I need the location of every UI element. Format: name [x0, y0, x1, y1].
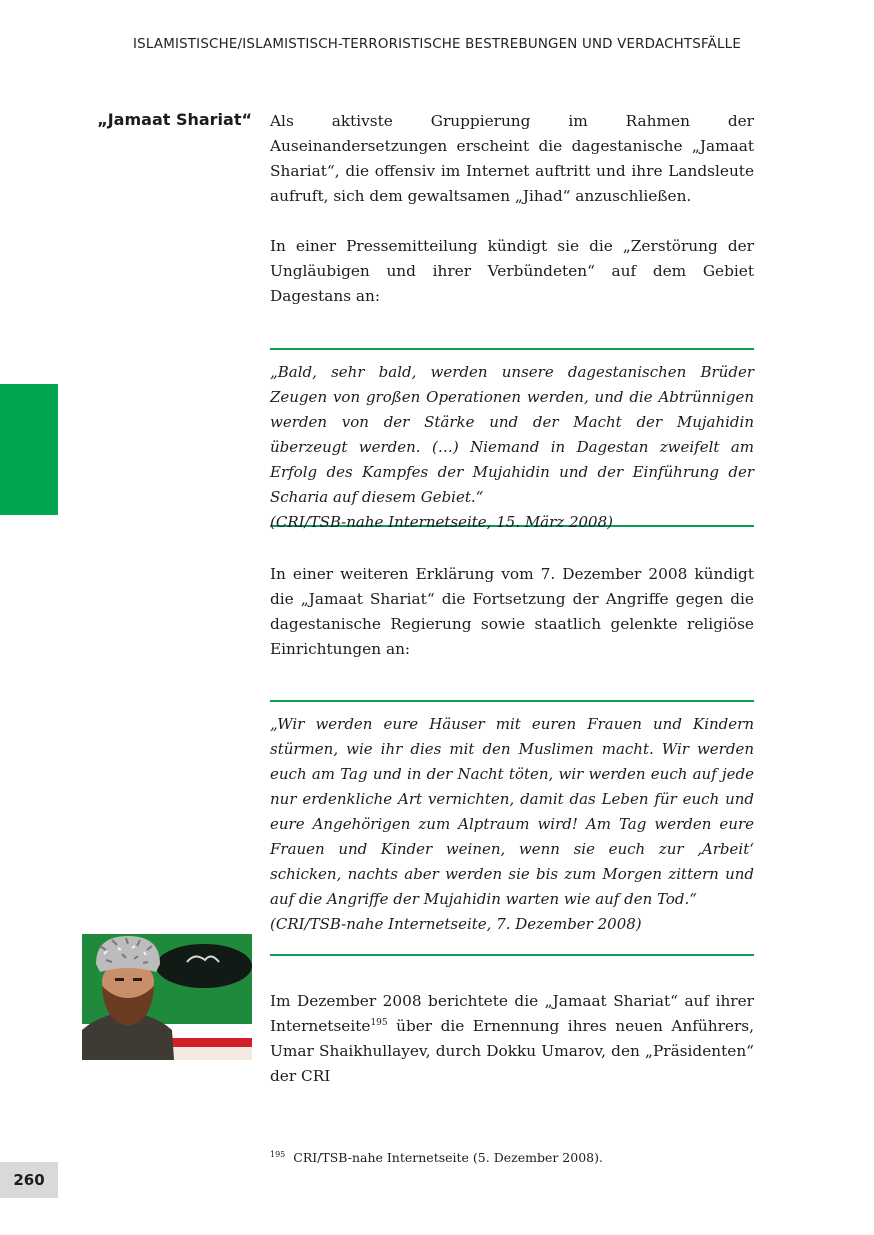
quote-1-source: (CRI/TSB-nahe Internetseite, 15. März 2008): [270, 513, 613, 531]
photo-illustration: [82, 934, 252, 1060]
section-side-label: „Jamaat Shariat“: [97, 110, 252, 129]
quote-2: [270, 712, 754, 937]
footnote: [270, 1146, 754, 1167]
paragraph-4-start: Im Dezember 2008 berichtete die „Jamaat Shariat“ auf ihrer Internetseite: [270, 992, 754, 1035]
quote-block-2: [270, 700, 754, 956]
quote-1: [270, 360, 754, 535]
leader-photo: [82, 934, 252, 1060]
footnote-text: CRI/TSB-nahe Internetseite (5. Dezember 2008).: [293, 1150, 603, 1166]
running-header: ISLAMISTISCHE/ISLAMISTISCH-TERRORISTISCHE BESTREBUNGEN UND VERDACHTSFÄLLE: [133, 37, 741, 52]
footnote-reference[interactable]: 195: [370, 1017, 388, 1028]
quote-1-text: „Bald, sehr bald, werden unsere dagestanischen Brüder Zeugen von großen Operationen werden, und die Abtrünnigen werden von der Stärke und der Macht der Mujahidin überzeugt werden. (…) Niemand in Dagestan zweifelt am Erfolg des Kampfes der Mujahidin und der Einführung der Scharia auf diesem Gebiet.“: [270, 363, 754, 506]
quote-block-1: [270, 348, 754, 531]
page-number: 260: [0, 1162, 58, 1198]
quote-2-text: „Wir werden eure Häuser mit euren Frauen und Kindern stürmen, wie ihr dies mit den Muslimen macht. Wir werden euch am Tag und in der Nacht töten, wir werden euch auf jede nur erdenkliche Art vernichten, damit das Leben für euch und eure Angehörigen zum Alptraum wird! Am Tag werden eure Frauen und Kinder weinen, wenn sie euch zur ‚Arbeit‘ schicken, nachts aber werden sie bis zum Morgen zittern und auf die Angriffe der Mujahidin warten wie auf den Tod.“: [270, 715, 754, 908]
paragraph-1: Als aktivste Gruppierung im Rahmen der Auseinandersetzungen erscheint die dagestanische „Jamaat Shariat“, die offensiv im Internet auftritt und ihre Landsleute aufruft, sich dem gewaltsamen „Jihad“ anzuschließen.: [270, 112, 754, 205]
quote-2-source: (CRI/TSB-nahe Internetseite, 7. Dezember 2008): [270, 915, 642, 933]
paragraph-3: In einer weiteren Erklärung vom 7. Dezember 2008 kündigt die „Jamaat Shariat“ die Fortsetzung der Angriffe gegen die dagestanische Regierung sowie staatlich gelenkte religiöse Einrichtungen an:: [270, 565, 754, 658]
chapter-tab-marker: [0, 384, 58, 515]
paragraph-4: [270, 989, 754, 1089]
paragraph-2: In einer Pressemitteilung kündigt sie die „Zerstörung der Ungläubigen und ihrer Verbündeten“ auf dem Gebiet Dagestans an:: [270, 237, 754, 305]
paragraph-4-end: über die Ernennung ihres neuen Anführers, Umar Shaikhullayev, durch Dokku Umarov, den „Präsidenten“ der CRI: [270, 1017, 754, 1085]
footnote-number: 195: [270, 1150, 286, 1159]
